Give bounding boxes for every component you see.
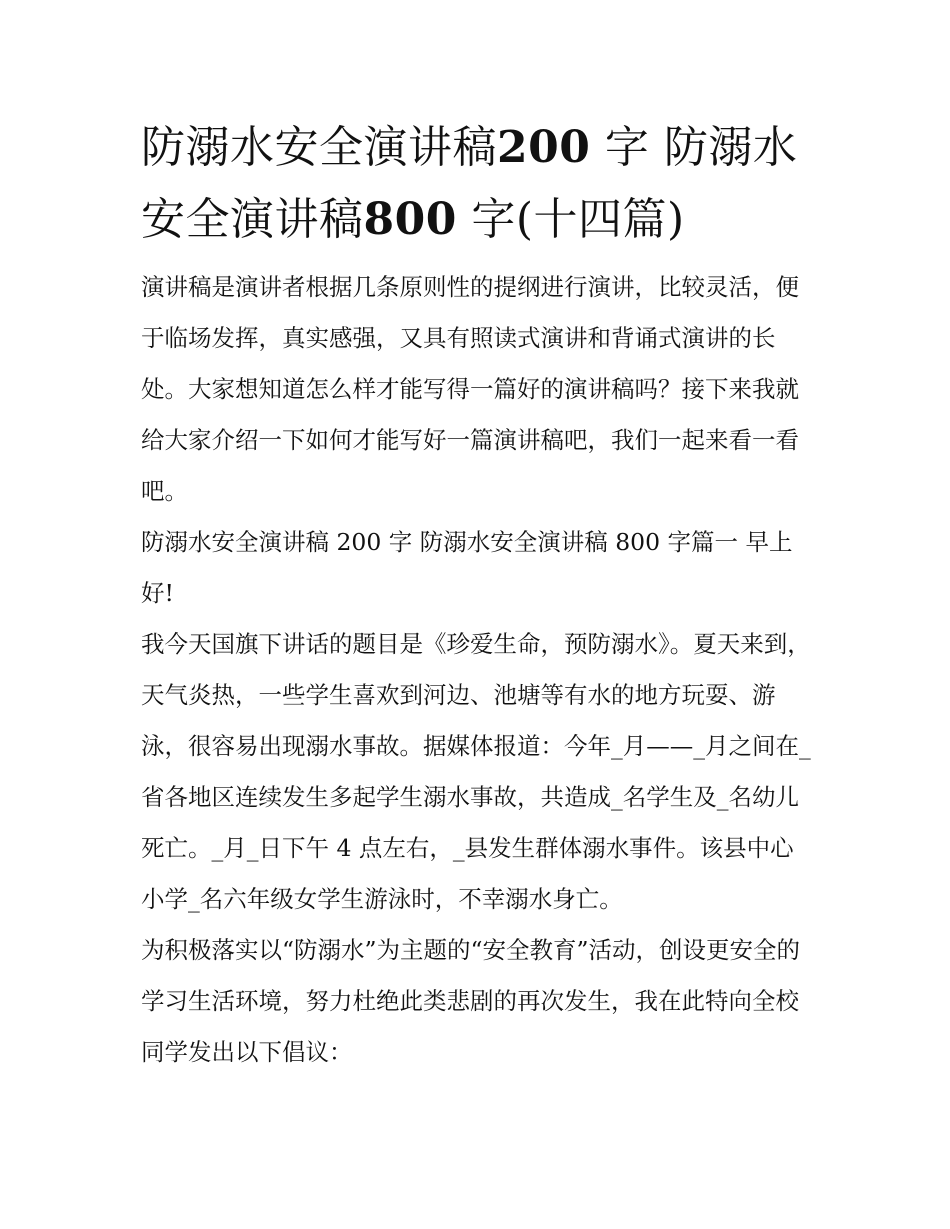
speech-body-paragraph: 我今天国旗下讲话的题目是《珍爱生命，预防溺水》。夏天来到，天气炎热，一些学生喜欢到河边、池塘等有水的地方玩耍、游泳，很容易出现溺水事故。据媒体报道：今年_月——_月之间在_省各地区连续发生多起学生溺水事故，共造成_名学生及_名幼儿死亡。_月_日下午 4 点左右，_县发生群体溺水事件。该县中心小学_名六年级女学生游泳时，不幸溺水身亡。	[141, 630, 811, 913]
title-text-3: 字(十四篇)	[456, 194, 685, 245]
document-body	[141, 112, 813, 1078]
initiative-paragraph: 为积极落实以“防溺水”为主题的“安全教育”活动，创设更安全的学习生活环境，努力杜绝此类悲剧的再次发生，我在此特向全校同学发出以下倡议：	[141, 936, 801, 1066]
intro-paragraph: 演讲稿是演讲者根据几条原则性的提纲进行演讲，比较灵活，便于临场发挥，真实感强，又具有照读式演讲和背诵式演讲的长处。大家想知道怎么样才能写得一篇好的演讲稿吗？接下来我就给大家介绍一下如何才能写好一篇演讲稿吧，我们一起来看一看吧。	[141, 273, 799, 505]
title-number-200: 200	[497, 122, 591, 173]
document-title	[141, 112, 813, 256]
title-text-2: 字 防溺水安全演讲稿	[141, 122, 798, 245]
section-heading-paragraph: 防溺水安全演讲稿 200 字 防溺水安全演讲稿 800 字篇一 早上好!	[141, 528, 793, 607]
title-number-800: 800	[363, 194, 457, 245]
title-text-1: 防溺水安全演讲稿	[141, 122, 497, 173]
